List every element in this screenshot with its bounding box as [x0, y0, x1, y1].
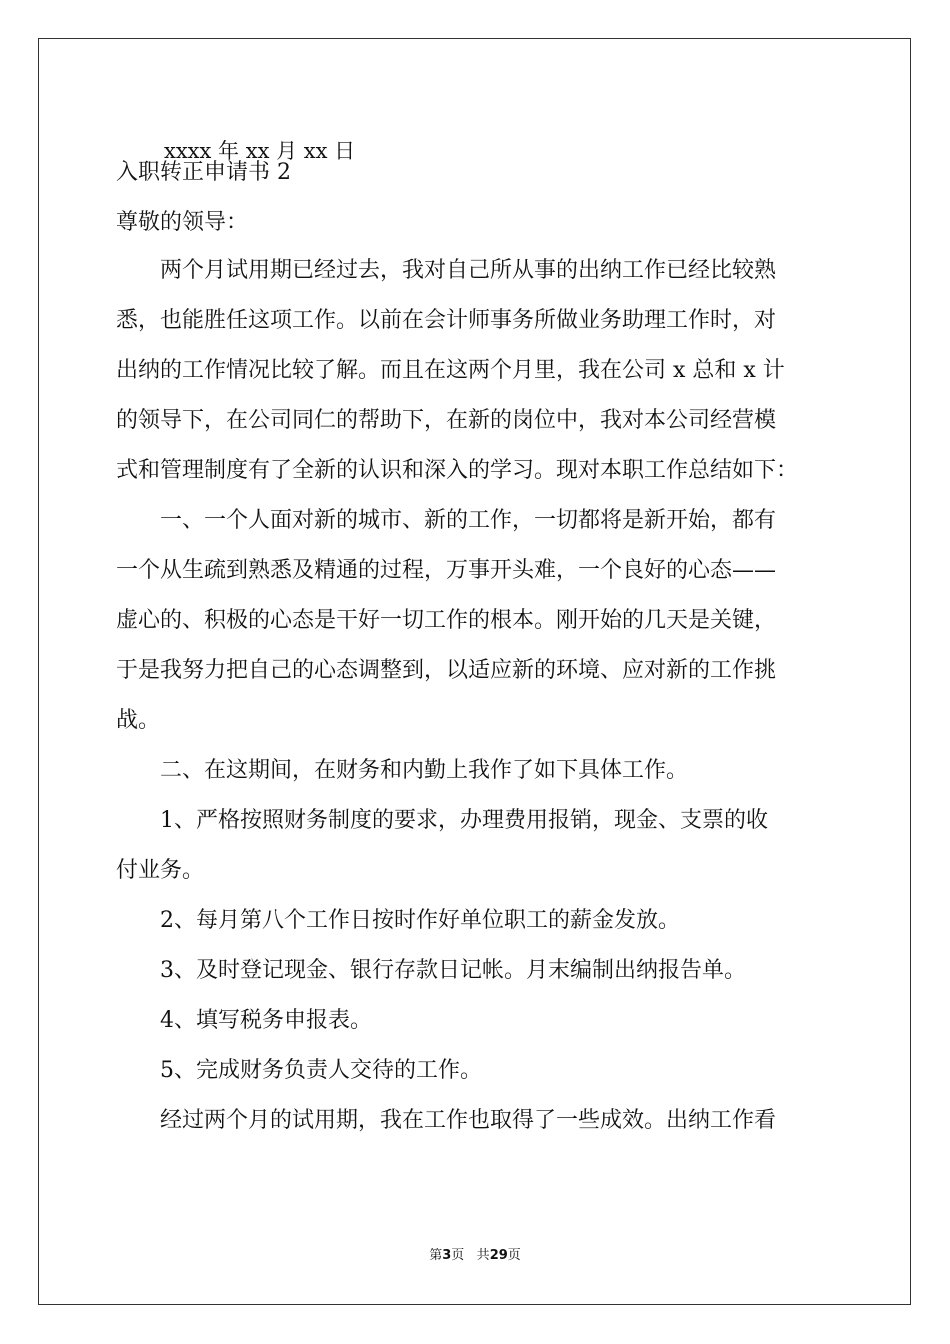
body-line: 悉，也能胜任这项工作。以前在会计师事务所做业务助理工作时，对: [116, 308, 777, 333]
total-label-suffix: 页: [507, 1248, 521, 1263]
total-pages: 29: [489, 1248, 508, 1263]
document-title: 入职转正申请书 2: [116, 160, 291, 185]
body-line: 二、在这期间，在财务和内勤上我作了如下具体工作。: [160, 758, 689, 783]
body-line: 一个从生疏到熟悉及精通的过程，万事开头难，一个良好的心态——: [116, 558, 777, 583]
body-line: 的领导下，在公司同仁的帮助下，在新的岗位中，我对本公司经营模: [116, 408, 777, 433]
body-line: 付业务。: [116, 858, 205, 883]
body-line: 一、一个人面对新的城市、新的工作，一切都将是新开始，都有: [160, 508, 777, 533]
body-line: 经过两个月的试用期，我在工作也取得了一些成效。出纳工作看: [160, 1108, 777, 1133]
body-line: 于是我努力把自己的心态调整到，以适应新的环境、应对新的工作挑: [116, 658, 777, 683]
body-line: 3、及时登记现金、银行存款日记帐。月末编制出纳报告单。: [160, 958, 746, 983]
page-label-prefix: 第: [429, 1248, 443, 1263]
greeting: 尊敬的领导：: [116, 210, 249, 235]
body-line: 2、每月第八个工作日按时作好单位职工的薪金发放。: [160, 908, 680, 933]
body-text: [116, 246, 836, 1146]
body-line: 虚心的、积极的心态是干好一切工作的根本。刚开始的几天是关键，: [116, 608, 777, 633]
body-line: 战。: [116, 708, 161, 733]
body-line: 式和管理制度有了全新的认识和深入的学习。现对本职工作总结如下：: [116, 458, 799, 483]
body-line: 出纳的工作情况比较了解。而且在这两个月里，我在公司 x 总和 x 计: [116, 358, 785, 383]
page-footer: [0, 1244, 950, 1263]
body-line: 4、填写税务申报表。: [160, 1008, 372, 1033]
total-label-prefix: 共: [476, 1248, 490, 1263]
page-number: 3: [442, 1248, 452, 1263]
body-line: 1、严格按照财务制度的要求，办理费用报销，现金、支票的收: [160, 808, 768, 833]
page-label-suffix: 页: [451, 1248, 465, 1263]
body-line: 5、完成财务负责人交待的工作。: [160, 1058, 482, 1083]
body-line: 两个月试用期已经过去，我对自己所从事的出纳工作已经比较熟: [160, 258, 777, 283]
date-line: xxxx 年 xx 月 xx 日: [164, 139, 356, 163]
